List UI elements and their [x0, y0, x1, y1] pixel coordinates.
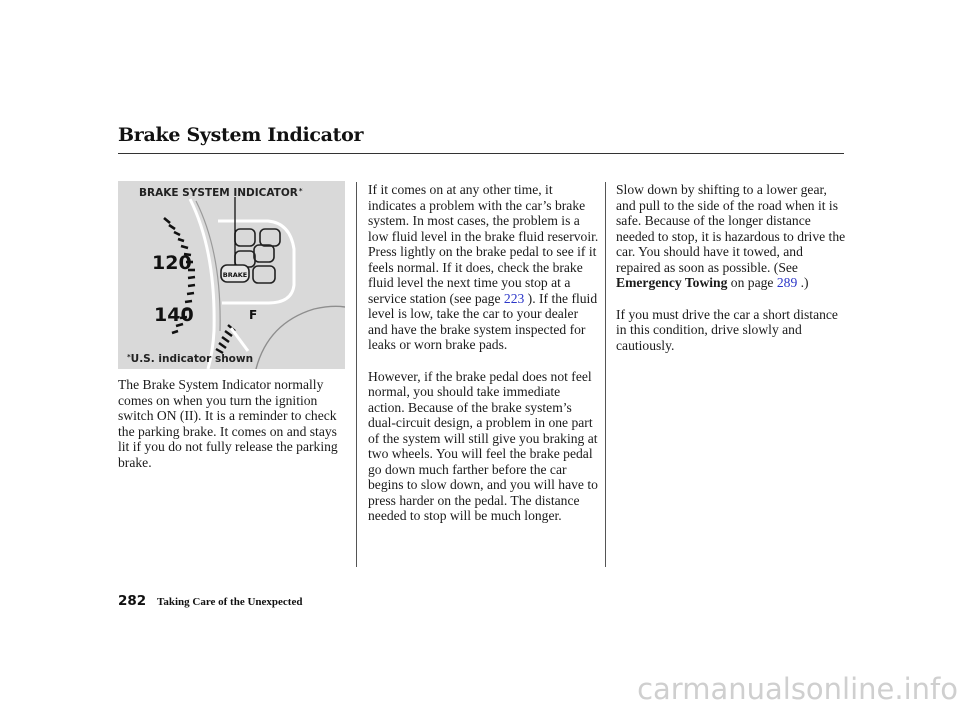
paragraph: If you must drive the car a short distance in this condition, drive slowly and cautiously. [616, 306, 838, 353]
indicator-panel-outline [218, 221, 294, 303]
column-2 [368, 182, 600, 524]
instrument-cluster-illustration [118, 181, 345, 369]
column-divider [356, 182, 357, 567]
fuel-full-letter: F [249, 308, 258, 322]
paragraph: Slow down by shifting to a lower gear, and pull to the side of the road when it is safe. Because of the longer distance needed to stop, it is hazardous to drive the car. You should have it towed, and repaired as soon as possible. (See Emergency Towing on page 289 .) [616, 182, 846, 290]
fuel-needle [231, 328, 248, 351]
gauge-number-140: 140 [154, 304, 194, 326]
brake-lamp-text: BRAKE [222, 271, 248, 279]
indicator-lamp [253, 266, 275, 283]
emergency-towing-reference: Emergency Towing [616, 275, 728, 290]
gauge-number-120: 120 [152, 252, 192, 274]
column-divider [605, 182, 606, 567]
indicator-lamp [254, 245, 274, 262]
figure-label [139, 187, 303, 199]
page-link-289[interactable]: 289 [776, 275, 798, 290]
figure-label-text: BRAKE SYSTEM INDICATOR [139, 187, 298, 199]
column-3 [616, 182, 846, 353]
page-title: Brake System Indicator [118, 124, 364, 146]
footnote-mark: * [127, 353, 131, 361]
page-number: 282 [118, 593, 147, 609]
page-link-223[interactable]: 223 [503, 290, 525, 306]
paragraph: If it comes on at any other time, it indicates a problem with the car’s brake system. In most cases, the problem is a low fluid level in the brake fluid reservoir. Press lightly on the brake pedal to see if it feels normal. If it does, check the brake fluid level the next time you stop at a service station (see page 223 ). If the fluid level is low, take the car to your dealer and have the brake system inspected for leaks or worn brake pads. [368, 182, 599, 352]
paragraph: However, if the brake pedal does not feel normal, you should take immediate action. Because of the brake system’s dual-circuit design, a problem in one part of the system will still give you braking at two wheels. You will feel the brake pedal go down much farther before the car begins to slow down, and you will have to press harder on the pedal. The distance needed to stop will be much longer. [368, 368, 598, 523]
indicator-lamp [260, 229, 280, 246]
figure-caption-text: U.S. indicator shown [130, 353, 254, 365]
section-name: Taking Care of the Unexpected [157, 596, 303, 608]
footnote-mark: * [298, 187, 303, 195]
figure-caption [126, 353, 253, 365]
watermark: carmanualsonline.info [637, 672, 958, 706]
title-divider [118, 153, 844, 154]
fuel-gauge-bezel [256, 306, 345, 369]
column-1 [118, 377, 350, 470]
paragraph: The Brake System Indicator normally comes on when you turn the ignition switch ON (II). It is a reminder to check the parking brake. It comes on and stays lit if you do not fully release the parking brake. [118, 377, 338, 470]
brake-indicator-figure [118, 181, 345, 369]
indicator-lamp [235, 229, 255, 246]
